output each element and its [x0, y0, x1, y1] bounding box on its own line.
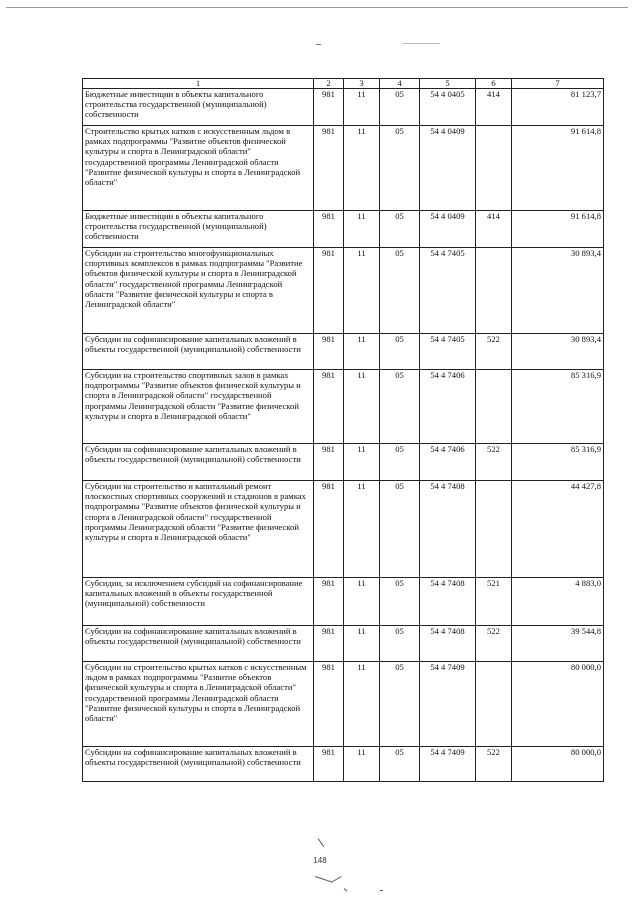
- expense-type-code: 522: [476, 626, 512, 662]
- scan-mark: [344, 888, 348, 891]
- top-rule: [6, 7, 628, 8]
- page-number: 148: [313, 856, 327, 865]
- table-row: [83, 211, 604, 248]
- amount: 4 883,0: [512, 578, 604, 626]
- scan-mark: [331, 876, 342, 883]
- amount: 81 123,7: [512, 89, 604, 126]
- subsection-code: 05: [380, 662, 420, 747]
- ministry-code: 981: [314, 626, 344, 662]
- amount: 85 316,9: [512, 444, 604, 481]
- table-row: [83, 334, 604, 370]
- item-name: Субсидии на софинансирование капитальных вложений в объекты государственной (муниципальной) собственности: [83, 334, 314, 370]
- item-name: Субсидии на софинансирование капитальных вложений в объекты государственной (муниципальной) собственности: [83, 626, 314, 662]
- amount: 91 614,8: [512, 126, 604, 211]
- table-row: [83, 481, 604, 578]
- table-row: [83, 370, 604, 444]
- amount: 39 544,8: [512, 626, 604, 662]
- section-code: 11: [344, 444, 380, 481]
- subsection-code: 05: [380, 211, 420, 248]
- target-article-code: 54 4 7406: [420, 370, 476, 444]
- target-article-code: 54 4 0409: [420, 126, 476, 211]
- ministry-code: 981: [314, 89, 344, 126]
- expense-type-code: [476, 126, 512, 211]
- amount: 80 000,0: [512, 662, 604, 747]
- header-cell: 6: [476, 79, 512, 89]
- table-row: [83, 126, 604, 211]
- target-article-code: 54 4 0405: [420, 89, 476, 126]
- expense-type-code: 414: [476, 89, 512, 126]
- table-row: [83, 662, 604, 747]
- table-row: [83, 248, 604, 334]
- subsection-code: 05: [380, 248, 420, 334]
- expense-type-code: 414: [476, 211, 512, 248]
- section-code: 11: [344, 211, 380, 248]
- ministry-code: 981: [314, 370, 344, 444]
- ministry-code: 981: [314, 334, 344, 370]
- item-name: Субсидии на строительство спортивных залов в рамках подпрограммы "Развитие объектов физической культуры и спорта в Ленинградской области" государственной программы Ленинградской области "Развитие физической культуры и спорта в Ленинградской области": [83, 370, 314, 444]
- ministry-code: 981: [314, 248, 344, 334]
- target-article-code: 54 4 7406: [420, 444, 476, 481]
- item-name: Субсидии на строительство многофункциональных спортивных комплексов в рамках подпрограммы "Развитие объектов физической культуры и спорта в Ленинградской области" государственной программы Ленинградской области "Развитие физической культуры и спорта в Ленинградской области": [83, 248, 314, 334]
- scan-mark: [402, 43, 440, 44]
- amount: 80 000,0: [512, 747, 604, 782]
- target-article-code: 54 4 7408: [420, 626, 476, 662]
- item-name: Субсидии на софинансирование капитальных вложений в объекты государственной (муниципальной) собственности: [83, 747, 314, 782]
- section-code: 11: [344, 578, 380, 626]
- header-cell: 1: [83, 79, 314, 89]
- expense-type-code: 522: [476, 334, 512, 370]
- ministry-code: 981: [314, 444, 344, 481]
- section-code: 11: [344, 126, 380, 211]
- header-cell: 4: [380, 79, 420, 89]
- target-article-code: 54 4 7409: [420, 747, 476, 782]
- ministry-code: 981: [314, 211, 344, 248]
- table-row: [83, 444, 604, 481]
- scan-mark: [380, 890, 383, 891]
- expense-type-code: [476, 248, 512, 334]
- ministry-code: 981: [314, 578, 344, 626]
- header-row: [83, 79, 604, 89]
- scan-mark: [316, 44, 321, 45]
- header-cell: 3: [344, 79, 380, 89]
- item-name: Субсидии на строительство и капитальный ремонт плоскостных спортивных сооружений и стадионов в рамках подпрограммы "Развитие объектов физической культуры и спорта в Ленинградской области" государственной программы Ленинградской области "Развитие физической культуры и спорта в Ленинградской области": [83, 481, 314, 578]
- subsection-code: 05: [380, 334, 420, 370]
- section-code: 11: [344, 248, 380, 334]
- header-cell: 5: [420, 79, 476, 89]
- item-name: Бюджетные инвестиции в объекты капитального строительства государственной (муниципальной) собственности: [83, 211, 314, 248]
- expense-type-code: 522: [476, 444, 512, 481]
- expense-type-code: [476, 370, 512, 444]
- target-article-code: 54 4 7408: [420, 578, 476, 626]
- item-name: Субсидии, за исключением субсидий на софинансирование капитальных вложений в объекты государственной (муниципальной) собственности: [83, 578, 314, 626]
- section-code: 11: [344, 89, 380, 126]
- section-code: 11: [344, 370, 380, 444]
- amount: 30 893,4: [512, 248, 604, 334]
- target-article-code: 54 4 7405: [420, 248, 476, 334]
- subsection-code: 05: [380, 126, 420, 211]
- ministry-code: 981: [314, 662, 344, 747]
- amount: 44 427,8: [512, 481, 604, 578]
- subsection-code: 05: [380, 89, 420, 126]
- ministry-code: 981: [314, 747, 344, 782]
- section-code: 11: [344, 662, 380, 747]
- target-article-code: 54 4 7405: [420, 334, 476, 370]
- amount: 91 614,8: [512, 211, 604, 248]
- expense-type-code: 522: [476, 747, 512, 782]
- subsection-code: 05: [380, 626, 420, 662]
- table-row: [83, 747, 604, 782]
- ministry-code: 981: [314, 126, 344, 211]
- expense-type-code: 521: [476, 578, 512, 626]
- section-code: 11: [344, 481, 380, 578]
- target-article-code: 54 4 7408: [420, 481, 476, 578]
- section-code: 11: [344, 334, 380, 370]
- item-name: Бюджетные инвестиции в объекты капитального строительства государственной (муниципальной) собственности: [83, 89, 314, 126]
- subsection-code: 05: [380, 370, 420, 444]
- section-code: 11: [344, 626, 380, 662]
- item-name: Субсидии на софинансирование капитальных вложений в объекты государственной (муниципальной) собственности: [83, 444, 314, 481]
- subsection-code: 05: [380, 747, 420, 782]
- table-row: [83, 578, 604, 626]
- subsection-code: 05: [380, 578, 420, 626]
- section-code: 11: [344, 747, 380, 782]
- amount: 30 893,4: [512, 334, 604, 370]
- header-cell: 7: [512, 79, 604, 89]
- subsection-code: 05: [380, 444, 420, 481]
- item-name: Строительство крытых катков с искусственным льдом в рамках подпрограммы "Развитие объектов физической культуры и спорта в Ленинградской области" государственной программы Ленинградской области "Развитие физической культуры и спорта в Ленинградской области": [83, 126, 314, 211]
- ministry-code: 981: [314, 481, 344, 578]
- expense-type-code: [476, 662, 512, 747]
- budget-table: [82, 78, 604, 782]
- target-article-code: 54 4 0409: [420, 211, 476, 248]
- table-row: [83, 89, 604, 126]
- subsection-code: 05: [380, 481, 420, 578]
- header-cell: 2: [314, 79, 344, 89]
- table-row: [83, 626, 604, 662]
- item-name: Субсидии на строительство крытых катков с искусственным льдом в рамках подпрограммы "Развитие объектов физической культуры и спорта в Ленинградской области" государственной программы Ленинградской области "Развитие физической культуры и спорта в Ленинградской области": [83, 662, 314, 747]
- scan-mark: [318, 838, 325, 847]
- amount: 85 316,9: [512, 370, 604, 444]
- expense-type-code: [476, 481, 512, 578]
- target-article-code: 54 4 7409: [420, 662, 476, 747]
